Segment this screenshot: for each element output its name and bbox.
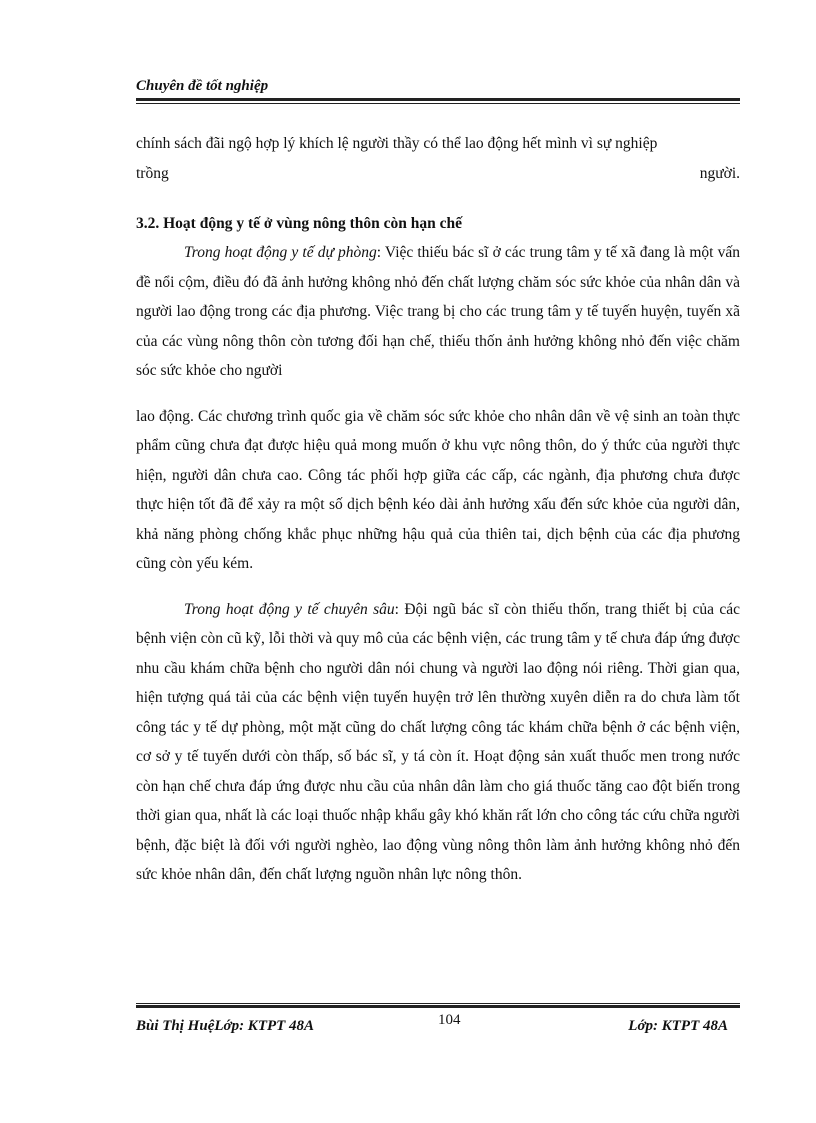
intro-line-1: chính sách đãi ngộ hợp lý khích lệ người thầy có thể lao động hết mình vì sự nghiệp <box>136 135 658 152</box>
paragraph-body: : Việc thiếu bác sĩ ở các trung tâm y tế xã đang là một vấn đề nổi cộm, điều đó đã ảnh hưởng không nhỏ đến chất lượng chăm sóc sức khỏe của nhân dân và người lao động trong các địa phương. Việc trang bị cho các trung tâm y tế tuyến huyện, tuyến xã của các vùng nông thôn còn tương đối hạn chế, thiếu thốn ảnh hưởng không nhỏ đến việc chăm sóc sức khỏe cho người <box>136 244 740 379</box>
footer-class: Lớp: KTPT 48A <box>628 1018 728 1034</box>
intro-line-2-left: trồng <box>136 164 169 182</box>
footer-author: Bùi Thị HuệLớp: KTPT 48A <box>136 1018 315 1034</box>
intro-line-2-right: người. <box>699 164 740 182</box>
page-header <box>136 76 740 104</box>
paragraph-lead-in: Trong hoạt động y tế chuyên sâu <box>184 600 395 618</box>
footer-divider <box>136 1003 740 1008</box>
page-footer <box>136 1003 740 1038</box>
paragraph-preventive-health <box>136 238 740 386</box>
paragraph-specialized-health <box>136 595 740 890</box>
paragraph-lead-in: Trong hoạt động y tế dự phòng <box>184 244 377 261</box>
paragraph-national-programs: lao động. Các chương trình quốc gia về chăm sóc sức khỏe cho nhân dân về vệ sinh an toàn thực phẩm cũng chưa đạt được hiệu quả mong muốn ở khu vực nông thôn, do ý thức của người thực hiện, người dân chưa cao. Công tác phối hợp giữa các cấp, các ngành, địa phương chưa được thực hiện tốt đã để xảy ra một số dịch bệnh kéo dài ảnh hưởng xấu đến sức khỏe của người dân, khả năng phòng chống khắc phục những hậu quả của thiên tai, dịch bệnh của các địa phương cũng còn yếu kém. <box>136 407 740 572</box>
paragraph-body: : Đội ngũ bác sĩ còn thiếu thốn, trang thiết bị của các bệnh viện còn cũ kỹ, lỗi thời và quy mô của các bệnh viện, các trung tâm y tế chưa đáp ứng được nhu cầu khám chữa bệnh cho người dân nói chung và người lao động nói riêng. Thời gian qua, hiện tượng quá tải của các bệnh viện tuyến huyện trở lên thường xuyên diễn ra do chưa làm tốt công tác y tế dự phòng, một mặt cũng do chất lượng công tác khám chữa bệnh ở các bệnh viện, cơ sở y tế tuyến dưới còn thấp, số bác sĩ, y tá còn ít. Hoạt động sản xuất thuốc men trong nước còn hạn chế chưa đáp ứng được nhu cầu của nhân dân làm cho giá thuốc tăng cao đột biến trong thời gian qua, nhất là các loại thuốc nhập khẩu gây khó khăn rất lớn cho công tác cứu chữa người bệnh, đặc biệt là đối với người nghèo, lao động vùng nông thôn làm ảnh hưởng không nhỏ đến sức khỏe nhân dân, đến chất lượng nguồn nhân lực nông thôn. <box>136 600 740 883</box>
document-title: Chuyên đề tốt nghiệp <box>136 78 269 94</box>
header-divider <box>136 98 740 104</box>
page-number: 104 <box>438 1012 461 1028</box>
intro-line-2 <box>136 159 740 189</box>
section-heading: 3.2. Hoạt động y tế ở vùng nông thôn còn hạn chế <box>136 215 462 232</box>
document-body <box>136 129 740 890</box>
